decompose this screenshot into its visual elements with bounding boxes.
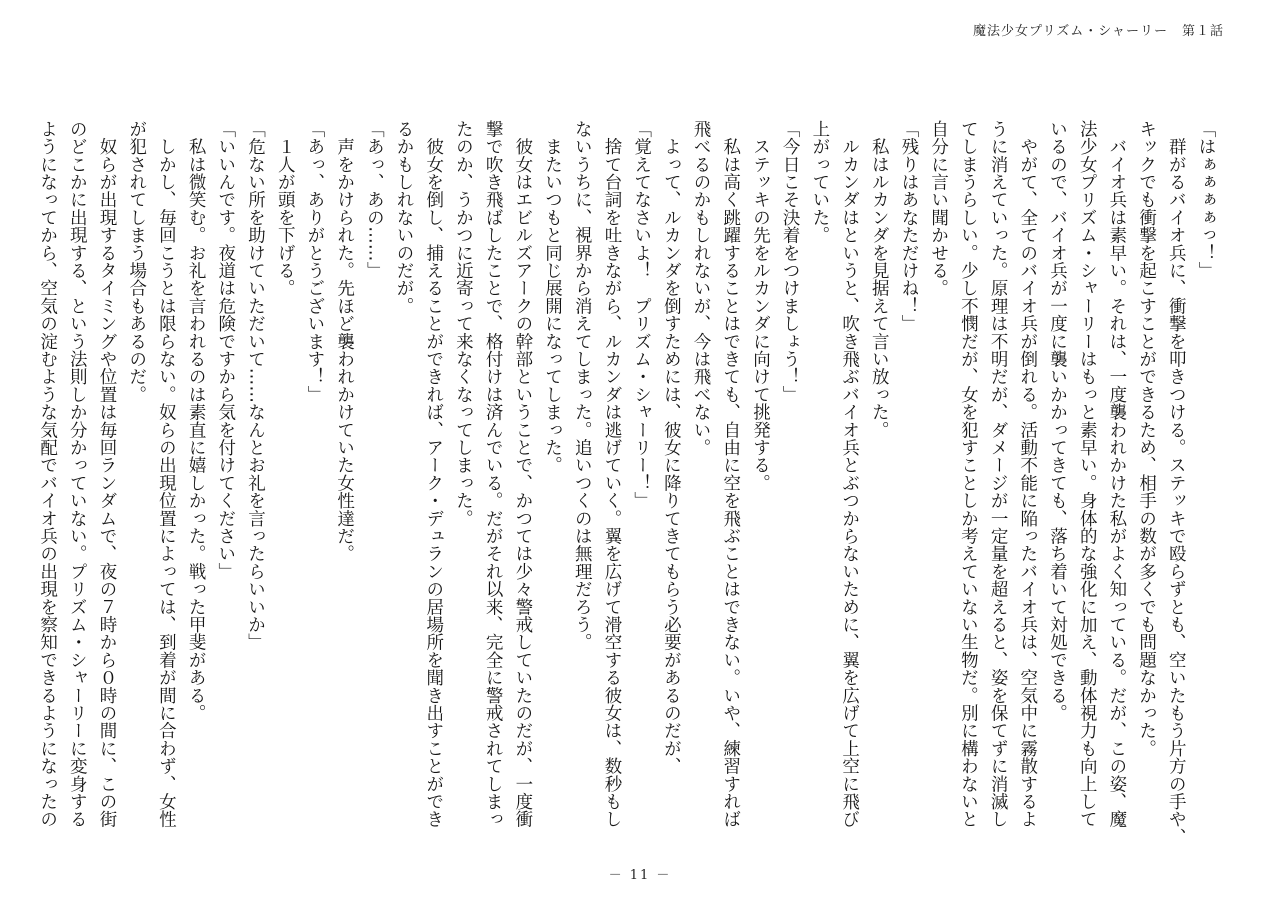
text-line: 私はルカンダを見据えて言い放った。: [869, 120, 890, 439]
text-line: 「危ない所を助けていただいて……なんとお礼を言ったらいいか」: [245, 120, 266, 651]
text-line: 「残りはあなただけね！」: [898, 120, 919, 333]
text-line: ステッキの先をルカンダに向けて挑発する。: [750, 120, 771, 492]
text-line: 群がるバイオ兵に、衝撃を叩きつける。ステッキで殴らずとも、空いたもう片方の手や、: [1166, 120, 1187, 846]
text-line: 奴らが出現するタイミングや位置は毎回ランダムで、夜の７時から０時の間に、この街: [96, 120, 117, 828]
text-line: 「覚えてなさいよ！ プリズム・シャーリー！」: [631, 120, 652, 510]
text-line: 自分に言い聞かせる。: [928, 120, 949, 297]
text-line: 声をかけられた。先ほど襲われかけていた女性達だ。: [334, 120, 355, 563]
text-line: 私は高く跳躍することはできても、自由に空を飛ぶことはできない。いや、練習すれば: [720, 120, 741, 828]
vertical-body-text: [37, 120, 1220, 846]
text-line: 「今日こそ決着をつけましょう！」: [780, 120, 801, 404]
text-line: 彼女はエビルズアークの幹部ということで、かつては少々警戒していたのだが、一度衝: [512, 120, 533, 828]
text-line: 「いいんです。夜道は危険ですから気を付けてください」: [215, 120, 236, 581]
text-line: ないうちに、視界から消えてしまった。追いつくのは無理だろう。: [572, 120, 593, 651]
text-line: しかし、毎回こうとは限らない。奴らの出現位置によっては、到着が間に合わず、女性: [156, 120, 177, 828]
text-line: ようになってから、空気の淀むような気配でバイオ兵の出現を察知できるようになったの: [37, 120, 58, 828]
text-line: いるので、バイオ兵が一度に襲いかかってきても、落ち着いて対処できる。: [1047, 120, 1068, 722]
text-line: 「あっ、あの……」: [364, 120, 385, 280]
text-line: のどこかに出現する、という法則しか分かっていない。プリズム・シャーリーに変身する: [67, 120, 88, 828]
text-line: １人が頭を下げる。: [275, 120, 296, 297]
running-header-title: 魔法少女プリズム・シャーリー 第１話: [973, 24, 1224, 39]
text-line: が犯されてしまう場合もあるのだ。: [126, 120, 147, 404]
text-line: 「はぁぁぁぁっ！」: [1196, 120, 1216, 280]
text-line: 私は微笑む。お礼を言われるのは素直に嬉しかった。戦った甲斐がある。: [186, 120, 207, 722]
text-line: バイオ兵は素早い。それは、一度襲われかけた私がよく知っている。だが、この姿、魔: [1106, 120, 1127, 828]
text-line: るかもしれないのだが。: [394, 120, 415, 315]
text-line: キックでも衝撃を起こすことができるため、相手の数が多くでも問題なかった。: [1136, 120, 1157, 758]
text-line: 法少女プリズム・シャーリーはもっと素早い。身体的な強化に加え、動体視力も向上して: [1077, 120, 1098, 828]
text-line: てしまうらしい。少し不憫だが、女を犯すことしか考えていない生物だ。別に構わないと: [958, 120, 979, 828]
page-number: － 11 －: [608, 868, 672, 883]
text-line: 捨て台詞を吐きながら、ルカンダは逃げていく。翼を広げて滑空する彼女は、数秒もし: [601, 120, 622, 829]
text-line: 撃で吹き飛ばしたことで、格付けは済んでいる。だがそれ以来、完全に警戒されてしまっ: [483, 120, 504, 828]
text-line: たのか、うかつに近寄って来なくなってしまった。: [453, 120, 474, 528]
text-line: またいつもと同じ展開になってしまった。: [542, 120, 563, 474]
text-line: よって、ルカンダを倒すためには、彼女に降りてきてもらう必要があるのだが、: [661, 120, 682, 775]
text-line: やがて、全てのバイオ兵が倒れる。活動不能に陥ったバイオ兵は、空気中に霧散するよ: [1017, 120, 1038, 828]
text-line: 「あっ、ありがとうございます！」: [304, 120, 325, 404]
text-line: 飛べるのかもしれないが、今は飛べない。: [691, 120, 712, 457]
text-line: うに消えていった。原理は不明だが、ダメージが一定量を超えると、姿を保てずに消滅し: [988, 120, 1009, 828]
text-line: 彼女を倒し、捕えることができれば、アーク・デュランの居場所を聞き出すことができ: [423, 120, 444, 828]
text-line: 上がっていた。: [809, 120, 830, 244]
text-line: ルカンダはというと、吹き飛ぶバイオ兵とぶつからないために、翼を広げて上空に飛び: [839, 120, 860, 828]
